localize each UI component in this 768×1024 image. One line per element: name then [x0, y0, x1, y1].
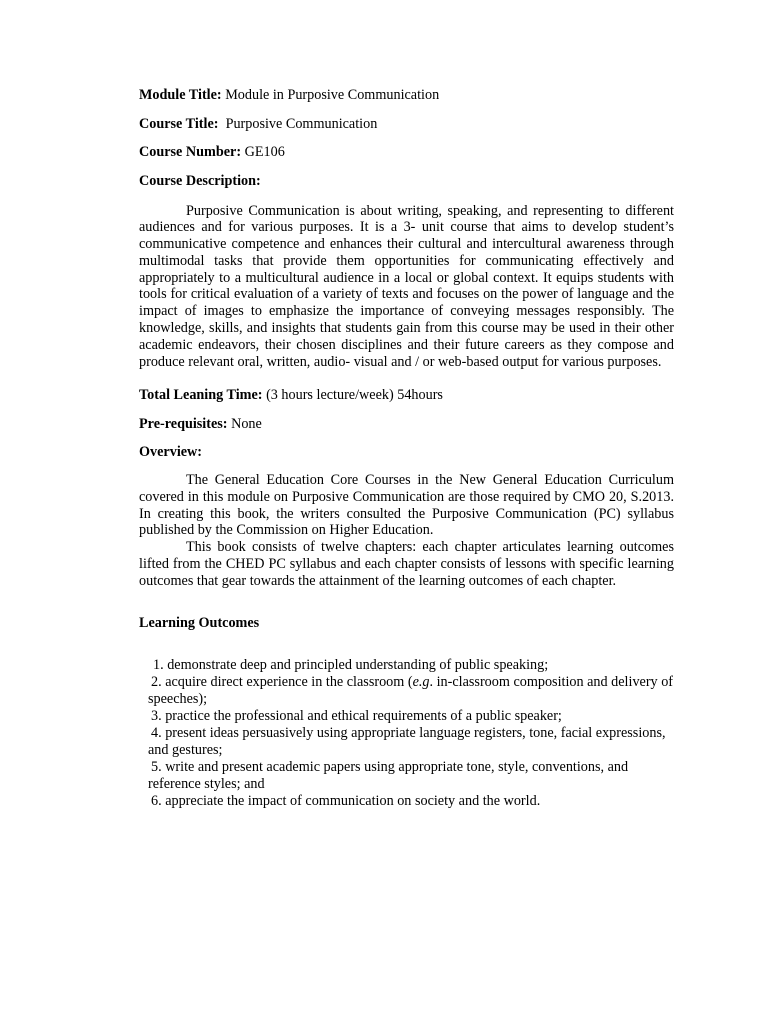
learning-outcomes-heading: Learning Outcomes: [139, 614, 260, 631]
course-title-line: [139, 115, 674, 134]
overview-heading: [139, 443, 674, 462]
prerequisites-line: [139, 415, 674, 434]
course-title-label: Course Title:: [139, 115, 219, 132]
list-item: 2. acquire direct experience in the classroom (e.g. in-classroom composition and delivery of speeches);: [148, 673, 674, 707]
list-item: 1. demonstrate deep and principled understanding of public speaking;: [153, 656, 549, 673]
overview-paragraph-1: The General Education Core Courses in the New General Education Curriculum covered in this module on Purposive Communication are those required by CMO 20, S.2013. In creating this book, the writers consulted the Purposive Communication (PC) syllabus published by the Commission on Higher Education.: [139, 471, 674, 539]
course-number-value: GE106: [244, 144, 285, 160]
course-number-line: [139, 143, 674, 162]
total-learning-time-value: (3 hours lecture/week) 54hours: [266, 387, 443, 404]
list-item: 4. present ideas persuasively using appropriate language registers, tone, facial expressions, and gestures;: [148, 724, 666, 758]
eg-abbreviation: e.g: [412, 673, 430, 690]
course-description-label: Course Description:: [139, 172, 261, 189]
prerequisites-label: Pre-requisites:: [139, 415, 228, 432]
module-title-label: Module Title:: [139, 87, 222, 103]
list-item: 3. practice the professional and ethical requirements of a public speaker;: [151, 707, 562, 724]
prerequisites-value: None: [231, 415, 262, 432]
list-item: 6. appreciate the impact of communication on society and the world.: [151, 792, 541, 809]
course-title-value: Purposive Communication: [225, 115, 378, 132]
total-learning-time-line: [139, 386, 674, 405]
overview-label: Overview:: [139, 444, 203, 461]
course-number-label: Course Number:: [139, 144, 242, 160]
module-title-line: [139, 86, 674, 105]
document-page: [139, 86, 674, 810]
overview-paragraph-2: This book consists of twelve chapters: each chapter articulates learning outcomes lifted from the CHED PC syllabus and each chapter consists of lessons with specific learning outcomes that gear towards the attainment of the learning outcomes of each chapter.: [139, 539, 674, 589]
course-description-text: Purposive Communication is about writing, speaking, and representing to different audiences and for various purposes. It is a 3- unit course that aims to develop student’s communicative competence and enhances their cultural and intercultural awareness through multimodal tasks that provide them opportunities for communicating effectively and appropriately to a multicultural audience in a local or global context. It equips students with tools for critical evaluation of a variety of texts and focuses on the power of language and the impact of images to emphasize the importance of conveying messages responsibly. The knowledge, skills, and insights that students gain from this course may be used in their other academic endeavors, their chosen disciplines and their future careers as they compose and produce relevant oral, written, audio- visual and / or web-based output for various purposes.: [139, 202, 674, 370]
learning-outcomes-list: [148, 657, 678, 810]
total-learning-time-label: Total Leaning Time:: [139, 387, 263, 404]
course-description-heading: [139, 172, 674, 191]
module-title-value: Module in Purposive Communication: [225, 87, 440, 103]
list-item: 5. write and present academic papers using appropriate tone, style, conventions, and reference styles; and: [148, 758, 629, 792]
